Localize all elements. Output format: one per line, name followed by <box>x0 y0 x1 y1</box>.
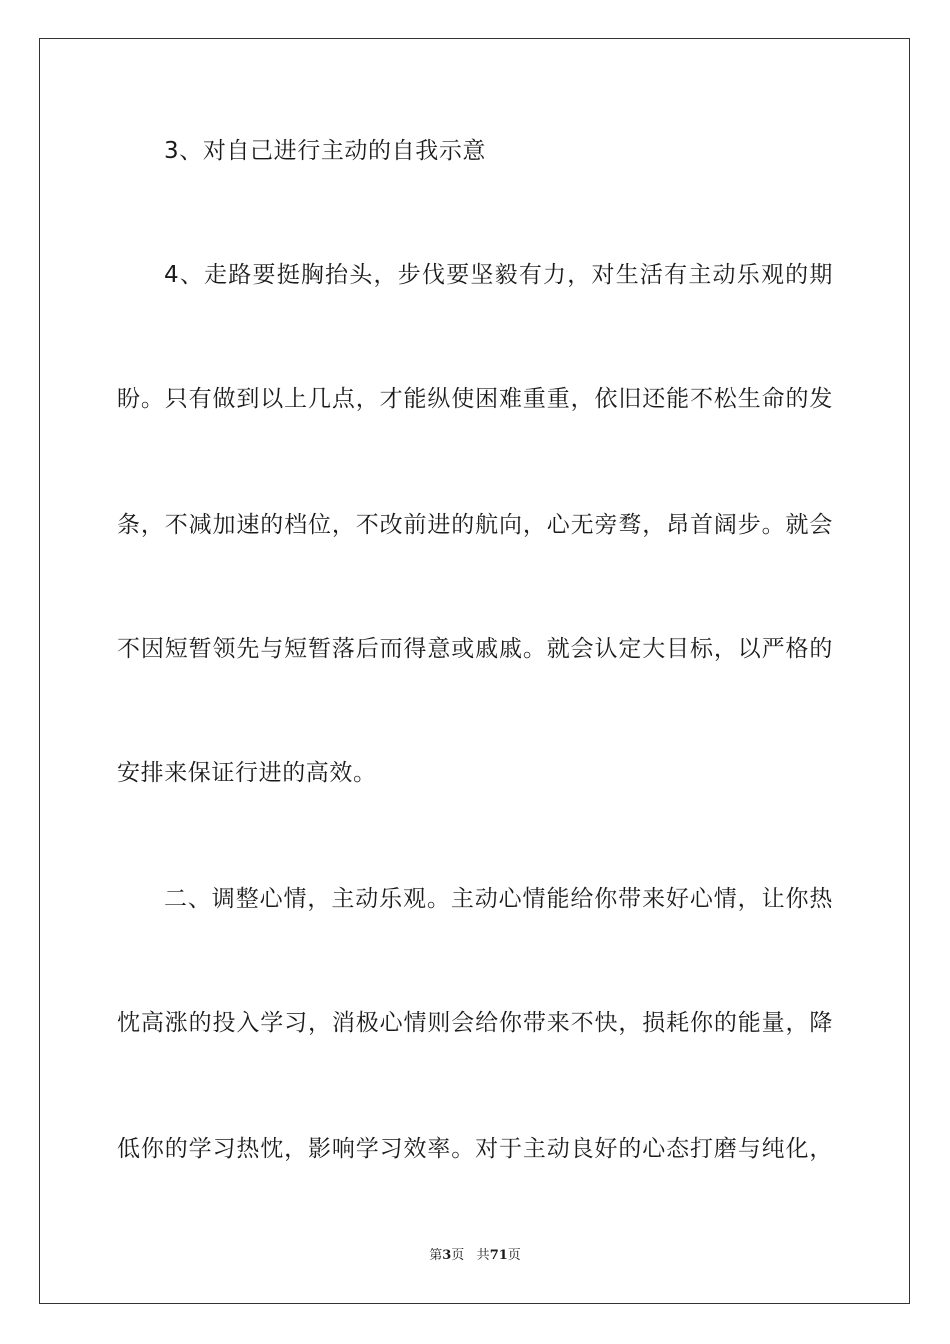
footer-total-suffix: 页 <box>507 1248 521 1263</box>
paragraph-line-7: 二、调整心情，主动乐观。主动心情能给你带来好心情，让你热 <box>164 886 833 912</box>
paragraph-line-1: 3、对自己进行主动的自我示意 <box>164 138 487 164</box>
paragraph-line-6: 安排来保证行进的高效。 <box>117 760 377 786</box>
footer-page-prefix: 第 <box>429 1248 443 1263</box>
paragraph-line-9: 低你的学习热忱，影响学习效率。对于主动良好的心态打磨与纯化， <box>117 1136 833 1162</box>
page-border <box>39 38 910 1304</box>
paragraph-line-4: 条，不减加速的档位，不改前进的航向，心无旁骛，昂首阔步。就会 <box>117 512 833 538</box>
page-footer <box>0 1247 950 1265</box>
footer-page-number: 3 <box>442 1248 452 1263</box>
paragraph-line-8: 忱高涨的投入学习，消极心情则会给你带来不快，损耗你的能量，降 <box>117 1010 833 1036</box>
footer-total-pages: 71 <box>489 1248 508 1263</box>
paragraph-line-3: 盼。只有做到以上几点，才能纵使困难重重，依旧还能不松生命的发 <box>117 386 833 412</box>
footer-total-prefix: 共 <box>476 1248 490 1263</box>
paragraph-line-5: 不因短暂领先与短暂落后而得意或戚戚。就会认定大目标，以严格的 <box>117 636 833 662</box>
footer-page-suffix: 页 <box>451 1248 465 1263</box>
paragraph-line-2: 4、走路要挺胸抬头，步伐要坚毅有力，对生活有主动乐观的期 <box>164 262 833 288</box>
